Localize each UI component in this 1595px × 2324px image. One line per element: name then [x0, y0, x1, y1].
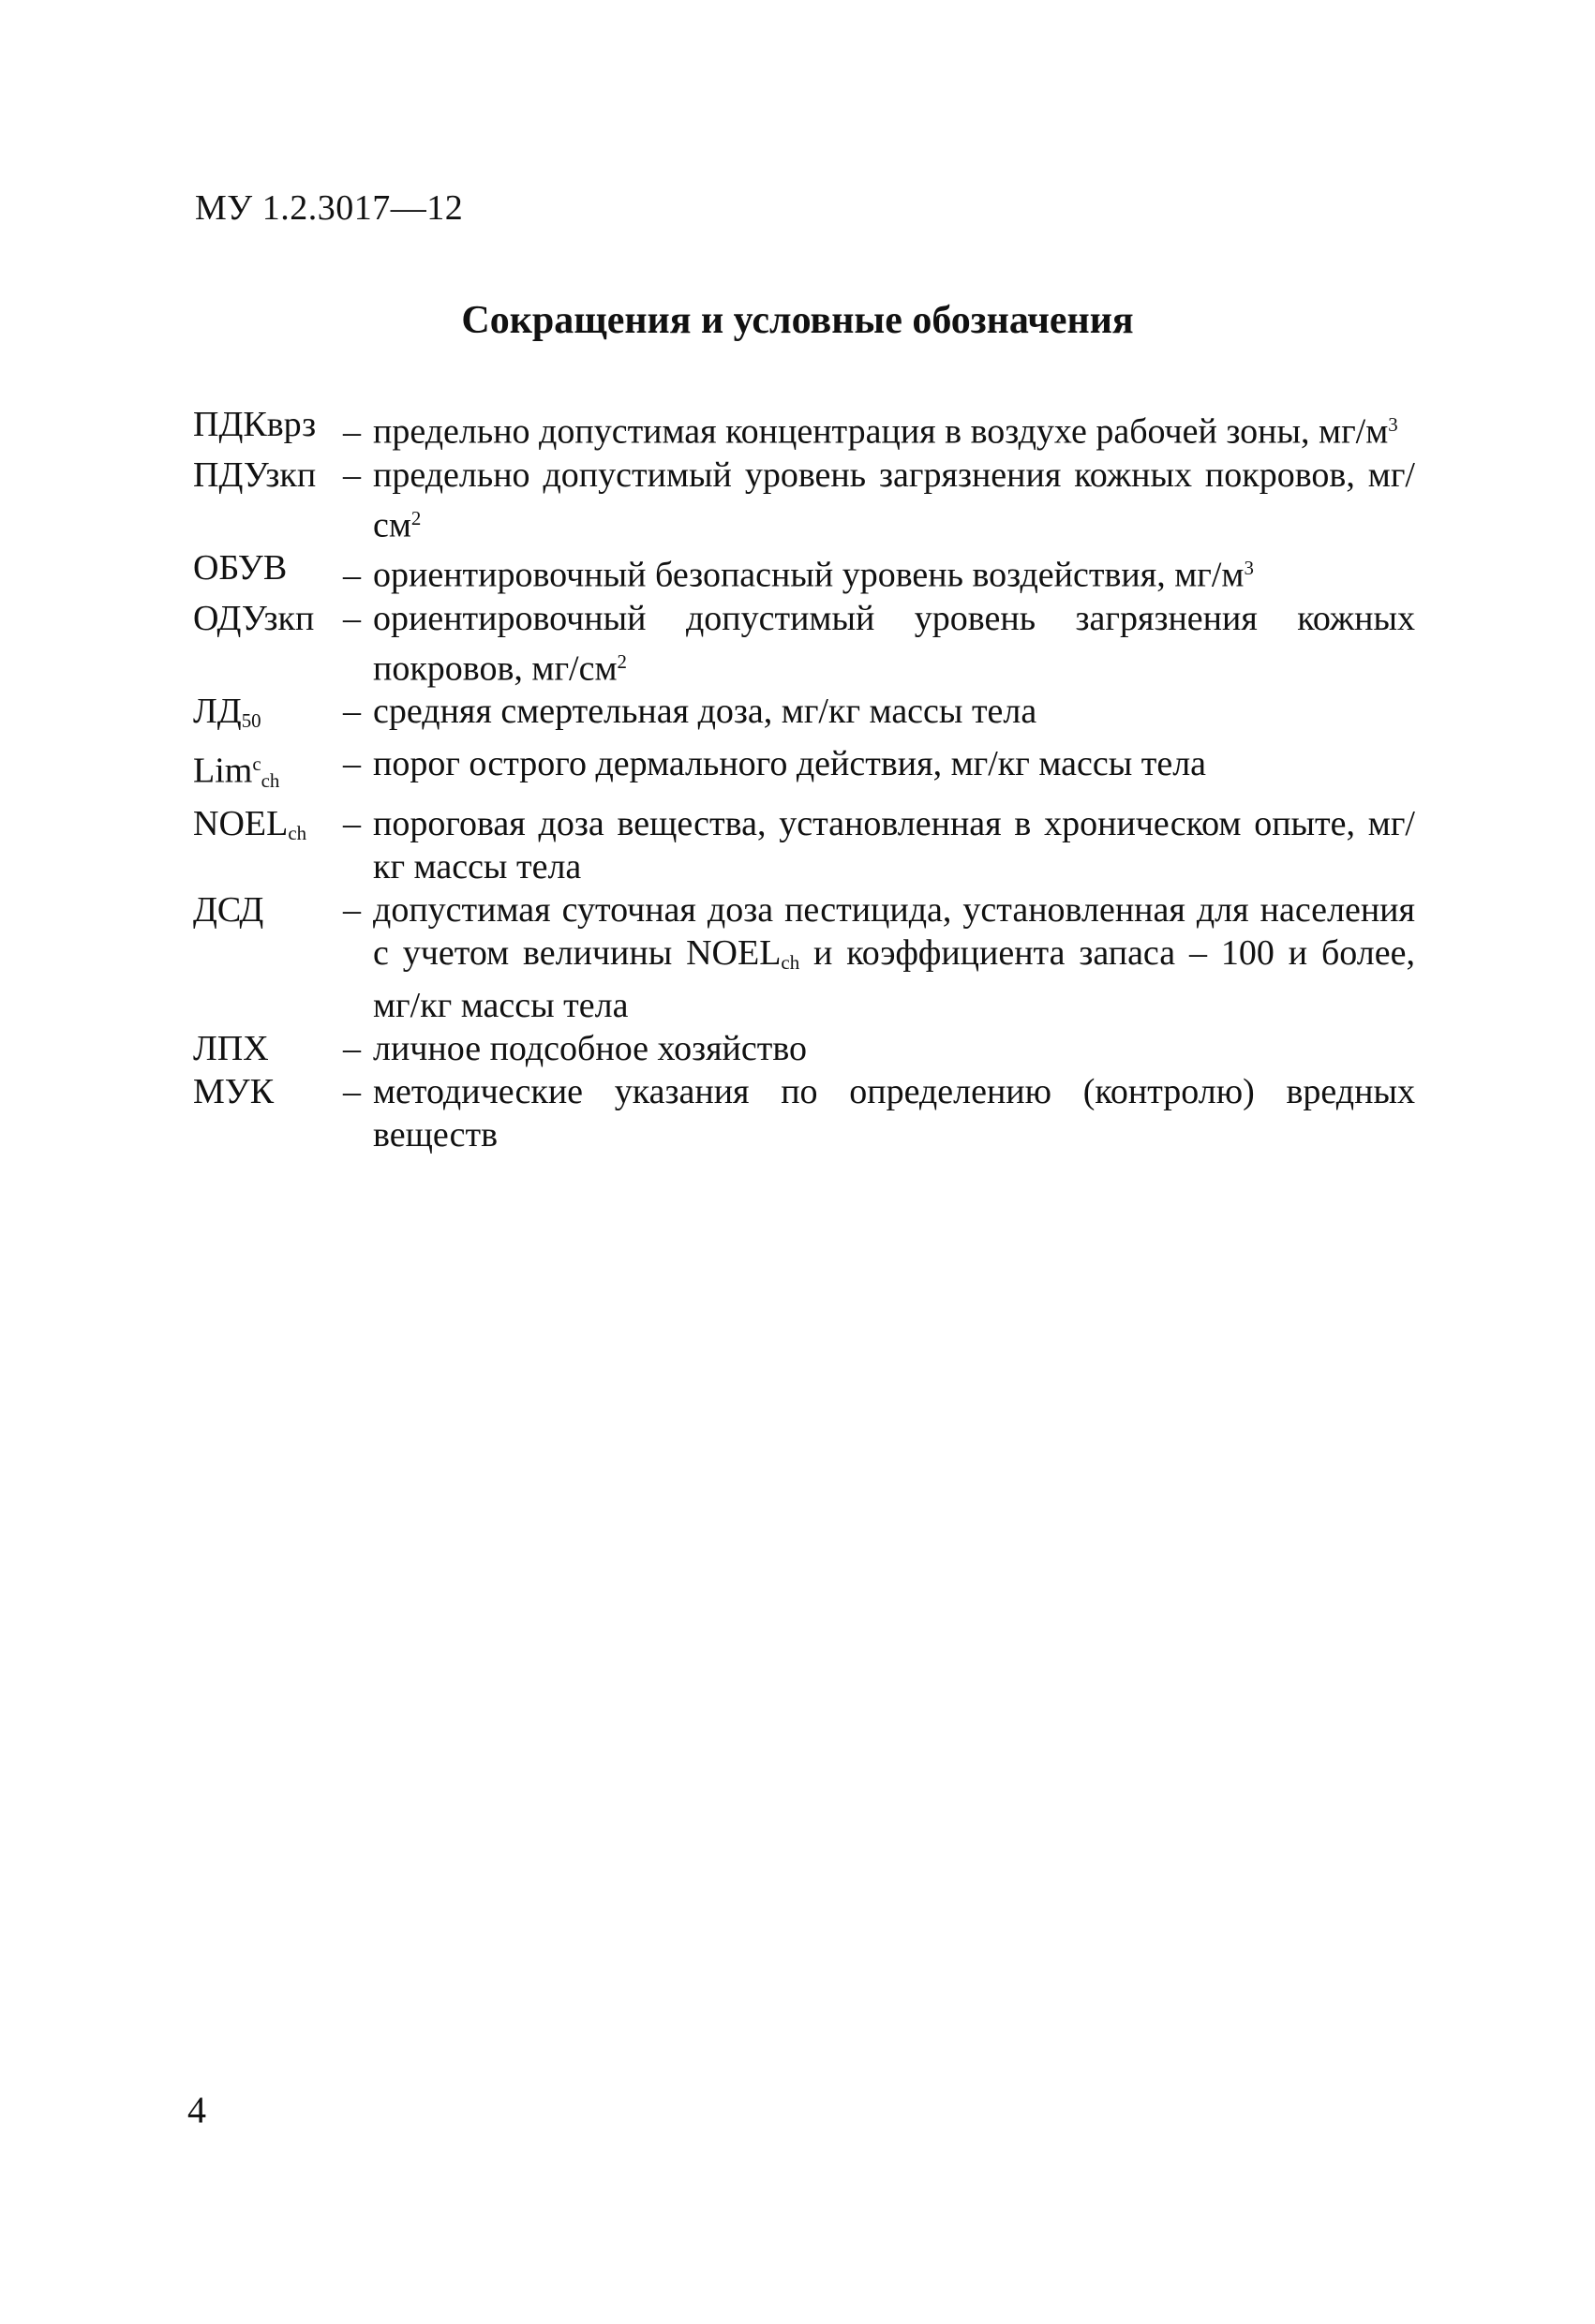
abbreviation-definition: – средняя смертельная доза, мг/кг массы тела [343, 692, 1037, 732]
abbreviation-definition: – методические указания по определению (контролю) вредных веществ [343, 1072, 1415, 1155]
abbreviation-definition: – личное подсобное хозяйство [343, 1029, 808, 1069]
abbreviation-term: Lim$^c_{ch}$ [193, 751, 280, 793]
abbreviation-definition: – предельно допустимая концентрация в воздухе рабочей зоны, $мг/м^3$ [343, 411, 1398, 452]
abbreviation-definition: – допустимая суточная доза пестицида, установленная для населения с учетом величины $NOEL_{ch}$ и коэффициента запаса – 100 и более, мг/кг массы тела [343, 890, 1416, 1026]
abbreviation-term: ЛПХ [193, 1029, 269, 1069]
abbreviation-row [193, 403, 1415, 454]
abbreviation-row [193, 454, 1415, 547]
abbreviation-term: ПДУзкп [193, 454, 317, 495]
abbreviation-definition: – ориентировочный допустимый уровень загрязнения кожных покровов, $мг/см^2$ [343, 598, 1415, 689]
abbreviation-row [193, 1070, 1415, 1156]
page-title: Сокращения и условные обозначения [461, 299, 1134, 342]
abbreviation-term: $NOEL_{ch}$ [193, 804, 307, 845]
abbreviation-row [193, 1027, 1415, 1070]
abbreviation-definition: – порог острого дермального действия, мг/кг массы тела [343, 744, 1207, 784]
abbreviation-term: МУК [193, 1072, 275, 1112]
abbreviation-row [193, 690, 1415, 742]
abbreviation-definition: – пороговая доза вещества, установленная в хроническом опыте, мг/кг массы тела [343, 804, 1415, 887]
abbreviation-term: ОБУВ [193, 548, 288, 588]
abbreviation-term: ДСД [193, 890, 264, 931]
document-code: МУ 1.2.3017—12 [195, 188, 464, 228]
abbreviation-row [193, 742, 1415, 802]
abbreviation-definition: – ориентировочный безопасный уровень воздействия, $мг/м^3$ [343, 555, 1254, 595]
abbreviation-term: ПДКврз [193, 405, 317, 444]
page-number: 4 [187, 2089, 206, 2131]
abbreviation-row [193, 802, 1415, 888]
abbreviation-row [193, 597, 1415, 691]
abbreviation-term: ОДУзкп [193, 598, 315, 638]
abbreviations-list [193, 403, 1415, 1156]
abbreviation-definition: – предельно допустимый уровень загрязнения кожных покровов, $мг/см^2$ [343, 454, 1415, 545]
abbreviation-row [193, 546, 1415, 597]
abbreviation-row [193, 888, 1415, 1027]
abbreviation-term: $ЛД_{50}$ [193, 692, 261, 733]
